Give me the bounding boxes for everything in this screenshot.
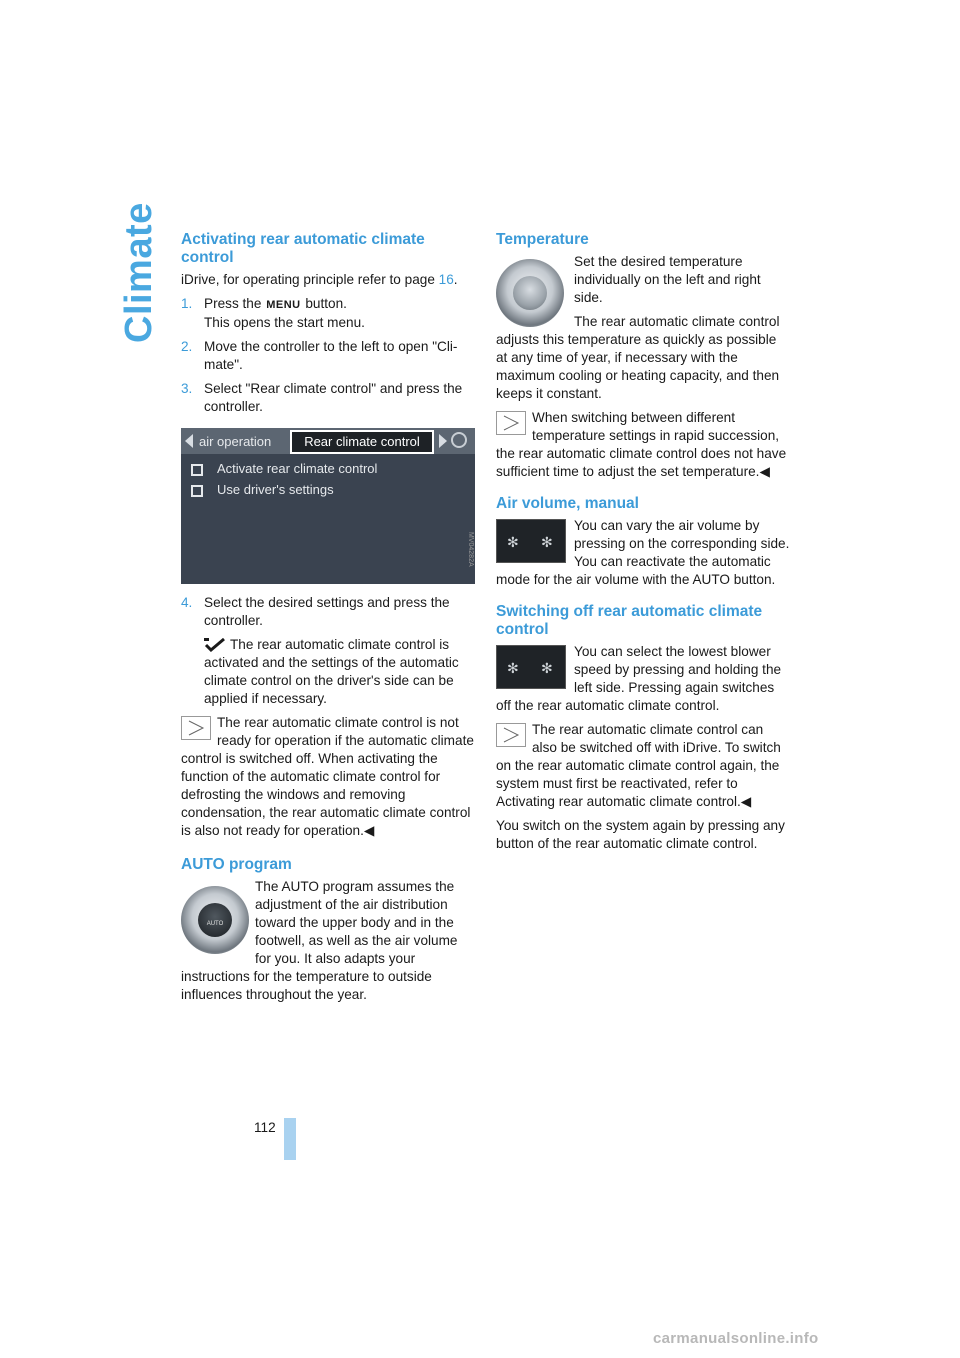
note-triangle-icon (496, 723, 526, 747)
temperature-note: When switching between different temperature settings in rapid succession, the rear automatic climate control does not have sufficient time to adjust the set temperature.◀ (496, 410, 787, 479)
switch-off-block: ✻ ✻ You can select the lowest blower speed by pressing and holding the left side. Pressing again switches off the rear automatic climate control. (496, 644, 782, 713)
arrow-right-icon (439, 434, 447, 448)
heading-air-volume: Air volume, manual (496, 495, 639, 512)
right-column: Temperature Set the desired temperature individually on the left and right side. The rear automatic climate control adjusts this temperature as quickly as possible at any time of year, if necessary with the maximum cooling or heating capacity, and then keeps it constant. When switching between different temperature settings in rapid succession, the rear automatic climate control does not have sufficient time to adjust the set temperature.◀ Air volume, manual ✻ ✻ You can vary the air volume by pressing on the corresponding side. You can reactivate the automatic mode for the air volume with the AUTO button. Switching off rear automatic climate control ✻ ✻ You can select the lowest blower speed by pressing and holding the left side. Pressing again switches off the rear automatic climate control. The rear automatic climate control can also be switched off with iDrive. To switch on the rear automatic climate control again, the system must first be reactivated, refer to Activating rear automatic climate control.◀ You switch on the system again by pressing any button of the rear automatic climate control. (496, 231, 790, 851)
fan-buttons-icon: ✻ ✻ (496, 519, 566, 563)
step-1: 1. Press the MENU button. This opens the start menu. (181, 296, 365, 330)
screen-item-activate: Activate rear climate control (191, 460, 377, 478)
screen-item-drivers-settings: Use driver's settings (191, 481, 334, 499)
note-block: The rear automatic climate control is not ready for operation if the automatic climate control is switched off. When activating the function of the automatic climate control for defrosting the windows and removing condensation, the rear automatic climate control is also not ready for operation.◀ (181, 715, 474, 838)
idrive-screen (181, 428, 475, 584)
tab-air-operation: air operation (199, 434, 272, 449)
heading-switch-off: Switching off rear automatic climate control (496, 603, 763, 638)
heading-temperature: Temperature (496, 231, 589, 248)
temperature-knob-icon (496, 259, 564, 327)
auto-block: AUTO The AUTO program assumes the adjustment of the air distribution toward the upper body and in the footwell, as well as the air volume for you. It also adapts your instructions for the temperature to outside influences throughout the year. (181, 879, 458, 1002)
fan-buttons-icon: ✻ ✻ (496, 645, 566, 689)
end-mark: ◀ (363, 823, 375, 838)
temperature-block: Set the desired temperature individually on the left and right side. The rear automatic climate control adjusts this temperature as quickly as possible at any time of year, if necessary with the maximum cooling or heating capacity, and then keeps it constant. (496, 254, 780, 401)
intro: iDrive, for operating principle refer to page 16. (181, 272, 458, 287)
step-2: 2. Move the controller to the left to open "Cli-mate". (181, 339, 458, 372)
screen-tab-bar (181, 428, 475, 454)
switch-off-note: The rear automatic climate control can also be switched off with iDrive. To switch on the rear automatic climate control again, the system must first be reactivated, refer to Activating rear automatic climate control.◀ (496, 722, 781, 809)
checkmark-icon (204, 638, 226, 652)
auto-knob-icon: AUTO (181, 886, 249, 954)
section-title: Climate (118, 202, 160, 343)
note-triangle-icon (181, 716, 211, 740)
heading-activating: Activating rear automatic climate control (181, 231, 425, 266)
tab-rear-climate-control: Rear climate control (290, 430, 434, 454)
left-column (181, 231, 475, 1004)
settings-icon (451, 432, 467, 448)
footer-watermark: carmanualsonline.info (653, 1330, 819, 1347)
checkbox-icon (191, 464, 203, 476)
air-volume-block: ✻ ✻ You can vary the air volume by pressing on the corresponding side. You can reactivate the automatic mode for the air volume with the AUTO button. (496, 518, 790, 587)
page-bar (284, 1118, 296, 1160)
page-link[interactable]: 16 (438, 272, 454, 287)
step-4: 4. Select the desired settings and press the controller. The rear automatic climate control is activated and the settings of the automatic climate control on the driver's side can be applied if necessary. (181, 595, 459, 706)
heading-auto-program: AUTO program (181, 856, 292, 873)
page-number: 112 (254, 1120, 276, 1135)
step-3: 3. Select "Rear climate control" and press the controller. (181, 381, 463, 414)
note-triangle-icon (496, 411, 526, 435)
image-code: MV04282A (467, 532, 474, 567)
checkbox-icon (191, 485, 203, 497)
arrow-left-icon (185, 434, 193, 448)
menu-key-icon: MENU (266, 299, 301, 311)
